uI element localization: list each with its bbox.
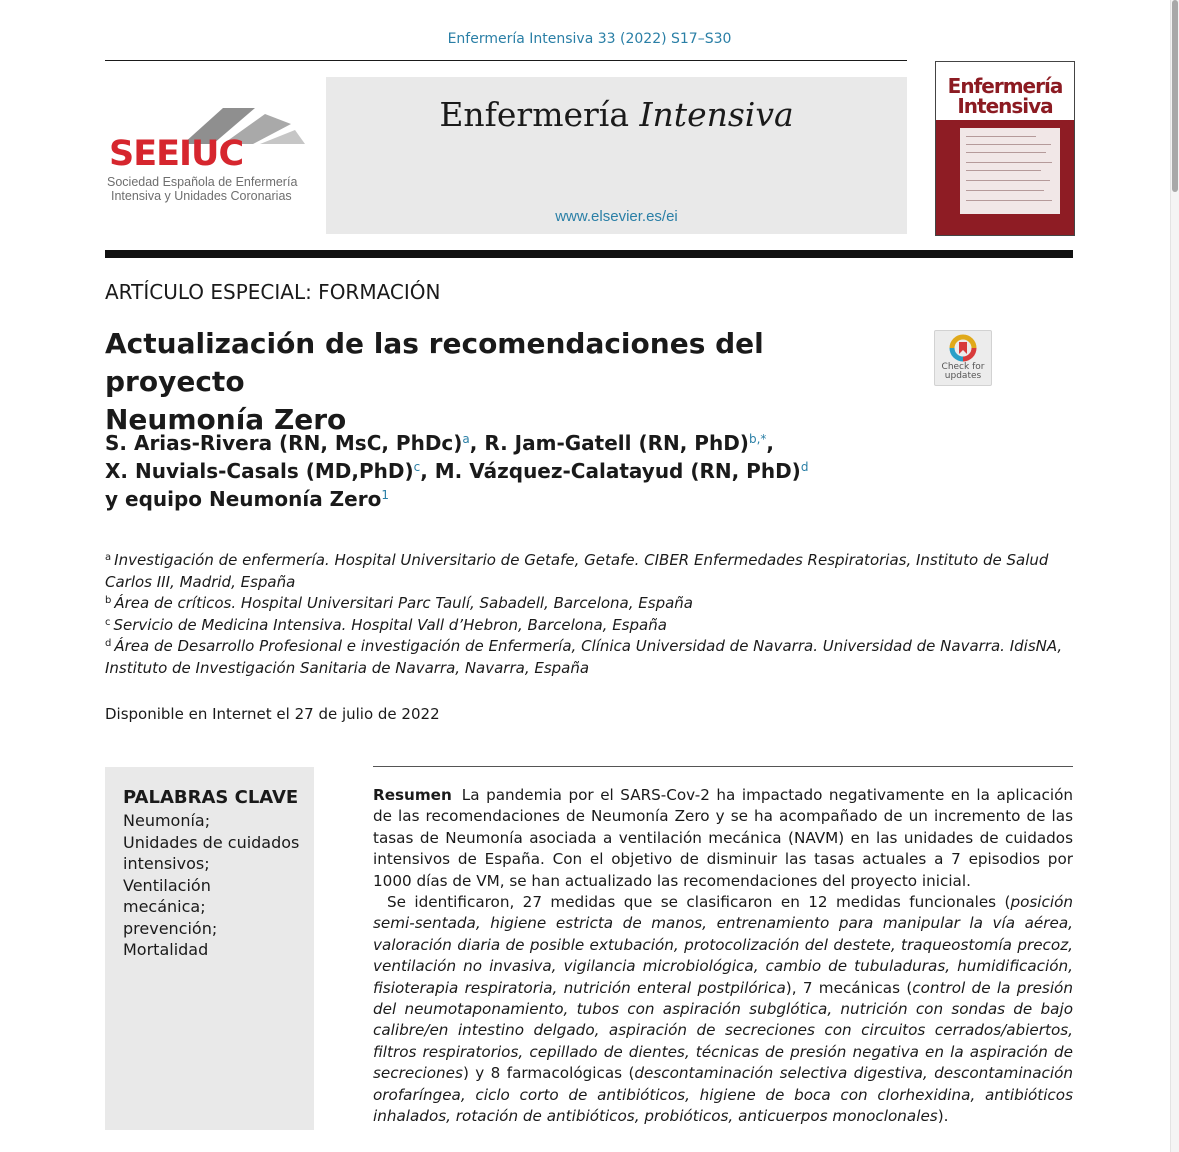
check-for-updates-label [935,363,991,381]
crossmark-icon [949,334,977,362]
affiliation-item [105,550,1073,593]
top-divider [105,60,907,61]
author-line [105,457,1005,485]
scrollbar-thumb[interactable] [1172,0,1178,192]
logo-subtitle-line: Intensiva y Unidades Coronarias [111,189,292,203]
cover-text-line [966,200,1052,201]
abstract-text: ) y 8 farmacológicas ( [462,1064,635,1083]
affiliation-letter: c [105,616,111,628]
affiliation-letter: b [105,595,112,606]
article-title-line: Neumonía Zero [105,403,347,436]
affiliation-letter: d [105,638,112,649]
affiliation-text: Área de críticos. Hospital Universitari Parc Taulí, Sabadell, Barcelona, España [114,594,693,612]
affiliation-text: Área de Desarrollo Profesional e investigación de Enfermería, Clínica Universidad de Navarra. Universidad de Navarra. IdisNA, Instituto de Investigación Sanitaria de Navarra, Navarra, España [105,637,1063,677]
journal-title [326,95,907,134]
journal-url-link[interactable]: www.elsevier.es/ei [555,208,678,225]
check-for-updates-line: Check for [941,362,985,372]
cover-title-line: Intensiva [957,94,1053,118]
abstract-italic-text: control de la presión del neumotaponamiento, tubos con aspiración subglótica, nutrición con sondas de bajo calibre/en intestino delgado, aspiración de secreciones con circuitos cerrados/abiertos, filtros respiratorios, cepillado de dientes, técnicas de presión negativa en la aspiración de secreciones [373,978,1073,1083]
cover-text-line [966,180,1050,181]
available-online-date: Disponible en Internet el 27 de julio de 2022 [105,705,440,723]
abstract-paragraph [373,785,1073,892]
abstract-italic-text: descontaminación selectiva digestiva, descontaminación orofaríngea, ciclo corto de antibióticos, higiene de boca con clorhexidina, antibióticos inhalados, rotación de antibióticos, probióticos, anticuerpos monoclonales [373,1064,1073,1126]
logo-subtitle-line: Sociedad Española de Enfermería [107,175,298,189]
author-line [105,485,1005,513]
author-name: S. Arias-Rivera (RN, MsC, PhDc) [105,431,463,455]
author-separator: , [469,431,485,455]
keywords-list [123,810,299,961]
author-affiliation-link[interactable]: d [800,460,809,474]
author-separator: , [766,431,774,455]
affiliation-list [105,550,1073,679]
journal-title-plain: Enfermería [439,95,630,134]
seeiuc-logo [105,104,320,204]
article-type: ARTÍCULO ESPECIAL: FORMACIÓN [105,280,441,304]
author-list [105,429,1005,513]
cover-contents-box [960,128,1060,214]
journal-reference[interactable]: Enfermería Intensiva 33 (2022) S17–S30 [447,31,732,47]
keyword-item: prevención; [123,918,218,938]
article-title-line: Actualización de las recomendaciones del proyecto [105,327,764,398]
cover-text-line [966,162,1052,163]
journal-banner [326,77,907,234]
author-line [105,429,1005,457]
logo-brand-text: SEEIUC [109,134,244,174]
keywords-title: PALABRAS CLAVE [123,787,299,808]
abstract-text: ). [937,1107,949,1126]
cover-text-line [966,136,1036,137]
affiliation-text: Investigación de enfermería. Hospital Universitario de Getafe, Getafe. CIBER Enfermedades Respiratorias, Instituto de Salud Carlos III, Madrid, España [105,551,1049,591]
scrollbar-track[interactable] [1170,0,1179,1152]
article-title [105,325,905,439]
cover-text-line [966,170,1041,171]
header-heavy-divider [105,250,1073,258]
keyword-item: Unidades de cuidados [123,832,300,852]
affiliation-item [105,636,1073,679]
abstract-label: Resumen [373,786,452,804]
keyword-item: Ventilación [123,875,211,895]
cover-text-line [966,144,1051,145]
check-for-updates-line: updates [944,371,982,381]
author-affiliation-link[interactable]: 1 [381,488,389,502]
abstract-text: ), 7 mecánicas ( [785,978,913,997]
keyword-item: Neumonía; [123,811,211,830]
author-name: R. Jam-Gatell (RN, PhD) [484,431,749,455]
keywords-box [105,767,314,1130]
cover-title [936,76,1074,116]
cover-text-line [966,152,1046,153]
abstract [373,785,1073,1128]
author-name: X. Nuvials-Casals (MD,PhD) [105,459,414,483]
journal-title-italic: Intensiva [639,95,794,134]
logo-subtitle [107,175,327,203]
cover-text-line [966,190,1044,191]
abstract-text: Se identificaron, 27 medidas que se clasificaron en 12 medidas funcionales ( [387,893,1011,912]
author-affiliation-link[interactable]: a [462,432,470,446]
abstract-italic-text: posición semi-sentada, higiene estricta de manos, entrenamiento para manipular la vía aérea, valoración diaria de posible extubación, protocolización del destete, traqueostomía precoz, ventilación no invasiva, vigilancia microbiológica, cambio de tubuladuras, humidificación, fisioterapia respiratoria, nutrición enteral postpilórica [373,893,1073,997]
cover-header [936,62,1074,120]
affiliation-text: Servicio de Medicina Intensiva. Hospital Vall d’Hebron, Barcelona, España [113,615,667,634]
journal-cover-image [935,61,1075,236]
affiliation-letter: a [105,552,112,563]
author-affiliation-link[interactable]: c [413,460,421,474]
affiliation-item [105,593,1073,615]
abstract-paragraph [373,892,1073,1127]
author-name: M. Vázquez-Calatayud (RN, PhD) [434,459,801,483]
author-affiliation-link[interactable]: b,* [748,432,767,446]
keyword-item: intensivos; [123,854,210,873]
keyword-item: mecánica; [123,897,206,916]
author-separator: , [420,459,435,483]
abstract-divider [373,766,1073,767]
check-for-updates-button[interactable] [934,330,992,386]
affiliation-item [105,615,1073,637]
cover-title-line: Enfermería [947,74,1063,98]
keyword-item: Mortalidad [123,940,209,959]
abstract-text: La pandemia por el SARS-Cov-2 ha impactado negativamente en la aplicación de las recomendaciones de Neumonía Zero y se ha acompañado de un incremento de las tasas de Neumonía asociada a ventilación mecánica (NAVM) en las unidades de cuidados intensivos de España. Con el objetivo de disminuir las tasas actuales a 7 episodios por 1000 días de VM, se han actualizado las recomendaciones del proyecto inicial. [373,786,1073,890]
author-name: y equipo Neumonía Zero [105,487,382,511]
